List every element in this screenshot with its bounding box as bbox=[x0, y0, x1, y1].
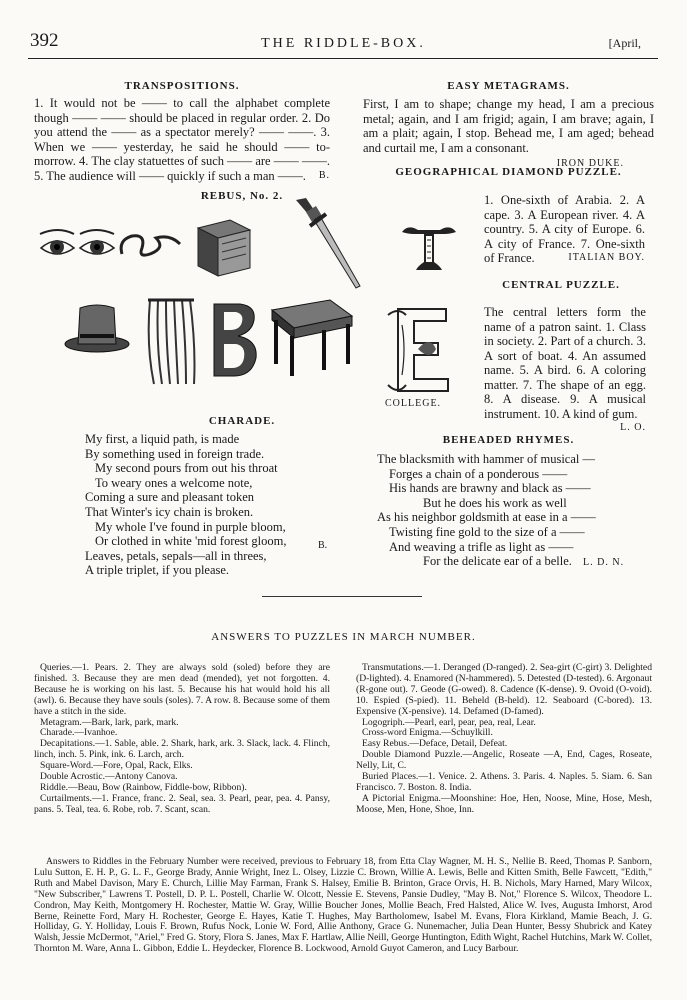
answer-paragraph: Easy Rebus.—Deface, Detail, Defeat. bbox=[362, 738, 508, 750]
solvers-list: Answers to Riddles in the February Number were received, previous to February 18, from Etta Clay Wagner, M. H. S., Nellie B. Reed, Thomas P. Sanborn, Lulu Sutton, E. H. P., G. L. F., George Brady, Annie Wright, Inez L. Olsey, Lizzie C. Brown, Willie A. Lewis, Belle and Kitten Smith, Belle Fawcett, "Edith," Ruth and Mabel Davison, Mary E. Church, Lillie May Farman, Frank S. Halsey, Emilie B. Brinton, Grace Orvis, H. B. Nichols, Mary Harned, Mary Wilcox, "New Subscriber," Lawrens T. Postell, D. P. L. Postell, Charlie W. Olcott, Nessie E. Stevens, Pansie Dudley, "May B. Not," Florence S. Wilcox, Theodore L. Condron, May Keith, Montgomery H. Rochester, Mattie W. Gray, Willie Boucher Jones, Mollie Beach, Fred Halsted, Alice W. Ives, Augusta Imhorst, Arod Berne, Reinette Ford, Mary H. Rochester, George E. Hayes, Katie T. Hughes, May Bartholomew, Isabel M. Evans, Flora Kirkland, Mamie Beach, J. G. Holliday, G. Y. Holliday, Louis F. Brown, Rufus Nock, Lonie W. Ford, Allie Anthony, Grace G. Nunemacher, Julia Dean Hunter, Bessy Shubrick and Katey Walsh, Jessie McDermot, "Ariel," Fred G. Story, Flora S. Janes, Max F. Hartlaw, Allie Neill, George Huntington, Edith Wight, Rachel Hutchins, Mark W. Collet, Thornton M. Ware, Anna L. Gibbon, Eddie L. Heydecker, Florence B. Lockwood, Arnold Guyot Cameron, and Lucy Barbour. bbox=[34, 856, 652, 955]
charade-line: My whole I've found in purple bloom, bbox=[95, 519, 286, 534]
beheaded-line: But he does his work as well bbox=[423, 495, 567, 510]
answer-paragraph: Charade.—Ivanhoe. bbox=[40, 727, 118, 739]
bench-picture bbox=[262, 298, 356, 378]
central-title: CENTRAL PUZZLE. bbox=[502, 279, 620, 291]
central-title-wrap bbox=[468, 279, 654, 291]
diamond-signature: ITALIAN BOY. bbox=[568, 252, 645, 263]
running-title: THE RIDDLE-BOX. bbox=[261, 36, 426, 51]
rebus-title: REBUS, No. 2. bbox=[200, 190, 284, 202]
transpositions-text: 1. It would not be —— to call the alphabet complete though —— —— should be placed in regular order. 2. Do you attend the —— as a spectator merely? —— ——. 3. When we —— yesterday, he said he should —— to-morrow. 4. The clay statuettes of such —— are —— ——. 5. The audience will —— quickly if such a man ——. B. bbox=[34, 96, 330, 183]
ornate-letter-b-picture bbox=[206, 300, 262, 380]
month-label: [April, bbox=[608, 36, 641, 50]
charade-line: Leaves, petals, sepals—all in threes, bbox=[85, 548, 267, 563]
beheaded-title: BEHEADED RHYMES. bbox=[442, 434, 575, 446]
hat-picture bbox=[62, 300, 132, 354]
charade-poem bbox=[85, 432, 331, 578]
beheaded-line: And weaving a trifle as light as —— bbox=[389, 539, 574, 554]
answer-paragraph: Transmutations.—1. Deranged (D-ranged). 2. Sea-girt (C-girt) 3. Delighted (D-lighted). 4. Enamored (N-hammered). 5. Detested (D-tested). 6. Argonaut (R-gone out). 7. Geode (G-owed). 8. Cadence (K-dense). 9. Ovoid (O-void). 10. Espied (S-pied). 11. Beheld (B-held). 12. Seaboard (C-bored). 13. Expensive (X-pensive). 14. Defamed (D-famed). bbox=[356, 662, 652, 717]
answer-paragraph: Riddle.—Beau, Bow (Rainbow, Fiddle-bow, Ribbon). bbox=[40, 781, 247, 793]
charade-line: Or clothed in white 'mid forest gloom, bbox=[95, 534, 287, 549]
central-text: The central letters form the name of a patron saint. 1. Class in society. 2. Part of a church. 3. A sort of boat. 4. An assumed name. 5. A bird. 6. A coloring matter. 7. The shape of an egg. 8. A disease. 9. A musical instrument. 10. A kind of gum. L. O. bbox=[484, 305, 646, 421]
answer-paragraph: Square-Word.—Fore, Opal, Rack, Elks. bbox=[40, 760, 193, 772]
answer-paragraph: Curtailments.—1. France, franc. 2. Seal, sea. 3. Pearl, pear, pea. 4. Pansy, pans. 5. Teal, tea. 6. Robe, rob. 7. Scant, scan. bbox=[34, 792, 330, 815]
beheaded-line: As his neighbor goldsmith at ease in a —— bbox=[377, 510, 596, 525]
beheaded-poem bbox=[377, 452, 647, 571]
beheaded-line: His hands are brawny and black as —— bbox=[389, 481, 591, 496]
answers-title: ANSWERS TO PUZZLES IN MARCH NUMBER. bbox=[211, 631, 476, 643]
ornate-letter-e-illustration bbox=[384, 305, 462, 395]
ornate-letter-t-illustration bbox=[398, 222, 460, 274]
diamond-section bbox=[484, 193, 645, 266]
transpositions-section bbox=[34, 80, 330, 183]
diamond-title: GEOGRAPHICAL DIAMOND PUZZLE. bbox=[395, 166, 622, 178]
central-college-label: COLLEGE. bbox=[385, 398, 442, 409]
central-section bbox=[484, 305, 646, 436]
transpositions-title: TRANSPOSITIONS. bbox=[124, 80, 240, 92]
charade-line: By something used in foreign trade. bbox=[85, 446, 265, 461]
charade-line: That Winter's icy chain is broken. bbox=[85, 504, 254, 519]
dagger-picture bbox=[290, 196, 370, 292]
diamond-title-wrap bbox=[363, 166, 654, 178]
beheaded-line: Twisting fine gold to the size of a —— bbox=[389, 524, 585, 539]
hair-picture bbox=[140, 296, 204, 388]
metagrams-title: EASY METAGRAMS. bbox=[447, 80, 570, 92]
diamond-text: 1. One-sixth of Arabia. 2. A cape. 3. A European river. 4. A country. 5. A city of Europe. 6. A city of France. 7. One-sixth of France. ITALIAN BOY. bbox=[484, 193, 645, 265]
beheaded-line: For the delicate ear of a belle. L. D. N. bbox=[423, 554, 625, 569]
answer-paragraph: Double Acrostic.—Antony Canova. bbox=[40, 771, 178, 783]
metagrams-signature: IRON DUKE. bbox=[556, 158, 624, 169]
charade-line: Coming a sure and pleasant token bbox=[85, 490, 255, 505]
beheaded-title-wrap bbox=[363, 434, 654, 446]
charade-line: A triple triplet, if you please. bbox=[85, 563, 230, 578]
beheaded-line: The blacksmith with hammer of musical — bbox=[377, 452, 596, 466]
metagrams-section bbox=[363, 80, 654, 172]
hook-letter-picture bbox=[116, 230, 186, 260]
charade-line: To weary ones a welcome note, bbox=[95, 475, 253, 490]
box-picture bbox=[190, 214, 256, 282]
section-divider bbox=[262, 596, 422, 597]
charade-signature: B. bbox=[318, 540, 328, 551]
header-rule bbox=[28, 58, 658, 59]
answer-paragraph: Metagram.—Bark, lark, park, mark. bbox=[40, 716, 179, 728]
answer-paragraph: Logogriph.—Pearl, earl, pear, pea, real, Lear. bbox=[362, 716, 536, 728]
answer-paragraph: A Pictorial Enigma.—Moonshine: Hoe, Hen, Noose, Mine, Hose, Mesh, Moose, Men, Hone, Shoe, Inn. bbox=[356, 792, 652, 815]
charade-title: CHARADE. bbox=[208, 415, 276, 427]
answers-left-column bbox=[34, 663, 330, 816]
beheaded-signature: L. D. N. bbox=[583, 557, 625, 569]
metagrams-text: First, I am to shape; change my head, I am a precious metal; again, and I am frigid; again, I am brave; again, I am a plait; again, I stop. Behead me, I am aged; behead and curtail me, I am a consonant. bbox=[363, 97, 654, 155]
beheaded-line: Forges a chain of a ponderous —— bbox=[389, 466, 568, 481]
page-number: 392 bbox=[30, 30, 59, 51]
charade-line: My second pours from out his throat bbox=[95, 461, 278, 476]
charade-line: My first, a liquid path, is made bbox=[85, 432, 240, 446]
central-signature: L. O. bbox=[620, 422, 646, 433]
answer-paragraph: Buried Places.—1. Venice. 2. Athens. 3. Paris. 4. Naples. 5. Siam. 6. San Francisco. 7. Boston. 8. India. bbox=[356, 771, 652, 793]
answers-footer bbox=[34, 857, 652, 955]
answers-right-column bbox=[356, 663, 652, 816]
eye-picture-left bbox=[38, 228, 116, 262]
transpositions-signature: B. bbox=[318, 169, 330, 181]
answer-paragraph: Queries.—1. Pears. 2. They are always sold (soled) before they are finished. 3. Because they are men dead (mended), yet not forgotten. 4. Because he is working on his last. 5. Because his hat would hold his all (awl). 6. Because they have souls (soles). 7. A row. 8. Because some of them have a stitch in the side. bbox=[34, 662, 330, 717]
charade-title-wrap bbox=[152, 415, 332, 427]
answer-paragraph: Cross-word Enigma.—Schuylkill. bbox=[362, 727, 493, 739]
answer-paragraph: Double Diamond Puzzle.—Angelic, Roseate —A, End, Cages, Roseate, Nelly, Lit, C. bbox=[356, 749, 652, 772]
answer-paragraph: Decapitations.—1. Sable, able. 2. Shark, hark, ark. 3. Slack, lack. 4. Flinch, linch, inch. 5. Pink, ink. 6. Larch, arch. bbox=[34, 738, 330, 761]
